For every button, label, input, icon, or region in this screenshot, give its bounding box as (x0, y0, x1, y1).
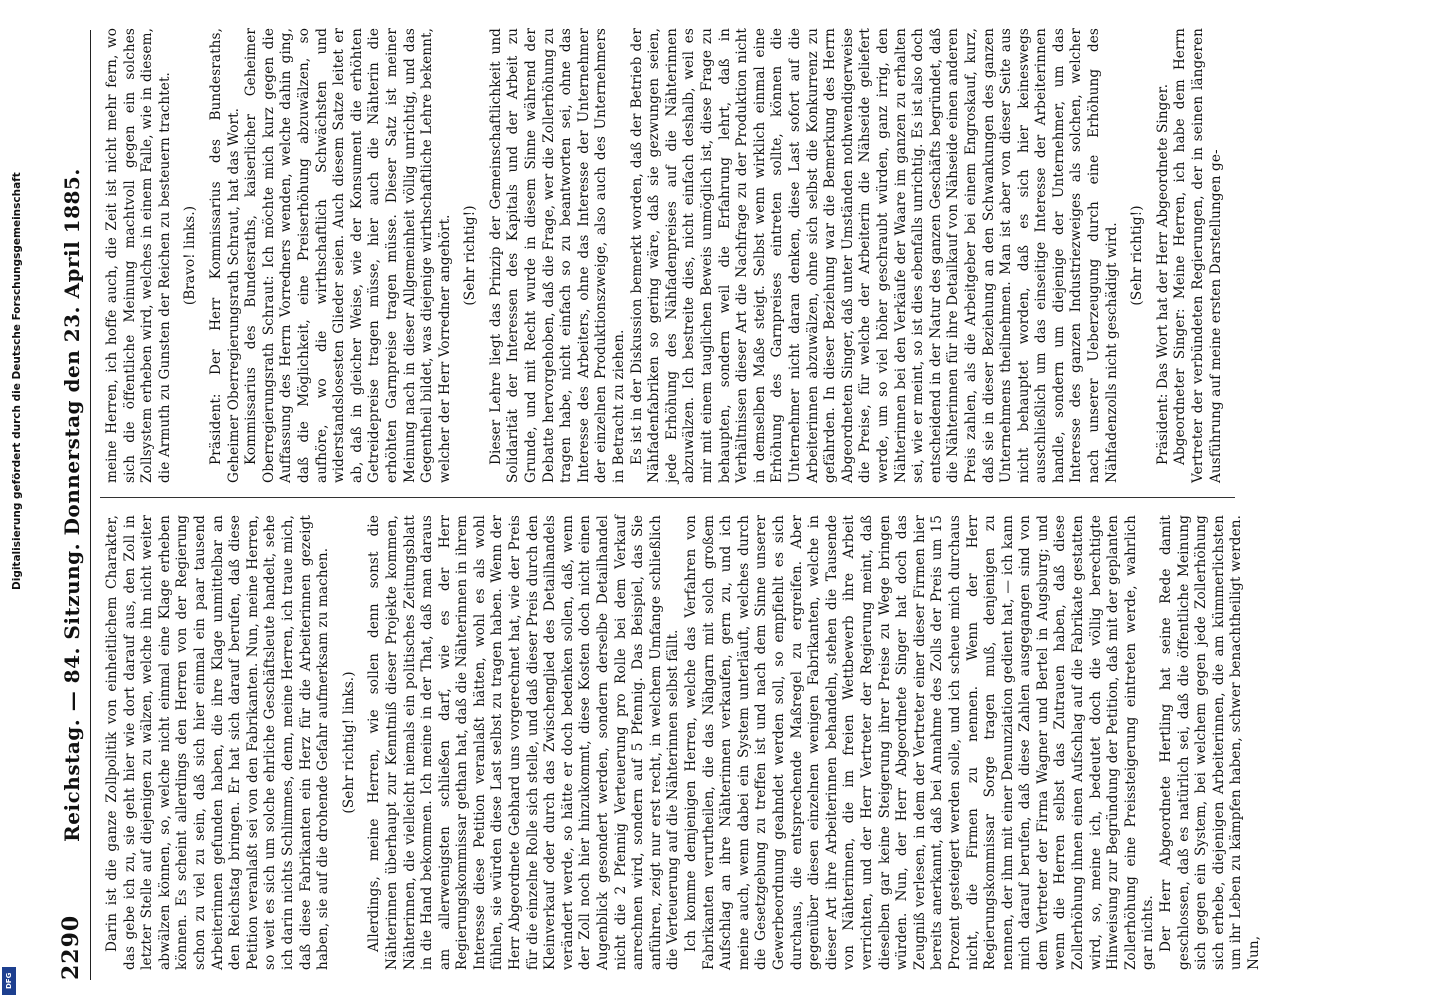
interjection: (Sehr richtig!) (462, 205, 479, 306)
column-divider (100, 497, 1235, 498)
funding-credit: Digitalisierung gefördert durch die Deutsche Forschungsgemeinschaft (11, 172, 23, 590)
page-number: 2290 (58, 914, 84, 980)
dfg-logo-icon: DFG (2, 967, 16, 995)
paragraph: Darin ist die ganze Zollpolitik von einheitlichem Charakter, das gebe ich zu, sie geht hier wie dort darauf aus, den Zoll in letzter Stelle auf diejenigen zu wälzen, welche ihn nicht weiter abwälzen können, so, welche nicht einmal eine Klage erheben können. Es scheint allerdings den Herren von der Regierung schon zu viel zu sein, daß sich hier einmal ein paar tausend Arbeiterinnen gefunden haben, die ihre Klage unmittelbar an den Reichstag bringen. Er hat sich darauf berufen, daß diese Petition veranlaßt sei von den Fabrikanten. Nun, meine Herren, so weit es sich um solche ehrliche Geschäftsleute handelt, sehe ich darin nichts Schlimmes, denn, meine Herren, ich traue mich, daß diese Fabrikanten ein Herz für die Arbeiterinnen gezeigt haben, sie auf die drohende Gefahr aufmerksam zu machen. (104, 515, 332, 970)
paragraph: Dieser Lehre liegt das Prinzip der Gemeinschaftlichkeit und Solidarität der Interessen des Kapitals und der Arbeit zu Grunde, und mit Recht wurde in diesem Sinne während der Debatte hervorgehoben, daß die Frage, wer die Zollerhöhung zu tragen habe, nicht einfach so zu beantworten sei, ohne das Interesse des Arbeiters, ohne das Interesse der Unternehmer der einzelnen Produktionszweige, also auch des Unternehmers in Betracht zu ziehen. (487, 28, 628, 483)
interjection: (Bravo! links.) (182, 205, 199, 306)
paragraph: Es ist in der Diskussion bemerkt worden, daß der Betrieb der Nähfadenfabriken so gering wäre, daß sie gezwungen seien, jede Erhöhung des Nähfadenpreises auf die Nähterinnen abzuwälzen. Ich bestreite dies, nicht einfach deshalb, weil es mir mit einem tauglichen Beweis unmöglich ist, diese Frage zu behaupten, sondern weil die Erfahrung lehrt, daß in Verhältnissen dieser Art die Nachfrage zu der Produktion nicht in demselben Maße steigt. Selbst wenn wirklich einmal eine Erhöhung des Garnpreises eintreten sollte, können die Unternehmer nicht daran denken, diese Last sofort auf die Arbeiterinnen abzuwälzen, ohne sich selbst die Konkurrenz zu gefährden. In dieser Beziehung war die Bemerkung des Herrn Abgeordneten Singer, daß unter Umständen nothwendigerweise die Preise, für welche der Arbeiterin die Nähseide geliefert werde, um so viel höher geschraubt würden, ganz irrig, den Nähterinnen bei den Verkäufe der Waare im ganzen zu erhalten sei, wie er meint, so ist dies ebenfalls unrichtig. Es ist also doch entscheidend in der Natur des ganzen Geschäfts begründet, daß die Nähterinnen für ihre Detailkauf von Nähseide einen anderen Preis zahlen, als die Arbeitgeber bei einem Engroskauf, kurz, daß sie in dieser Beziehung an den Schwankungen des ganzen Unternehmens theilnehmen. Man ist aber von dieser Seite aus nicht behauptet worden, daß es sich hier keineswegs ausschließlich um das einseitige Interesse der Arbeiterinnen handle, sondern um diejenige der Unternehmer, um das Interesse des ganzen Industriezweiges als solchen, welcher nach unserer Ueberzeugung durch eine Erhöhung des Nähfadenzolls nicht geschädigt wird. (628, 28, 1120, 483)
paragraph: Kommissarius des Bundesraths, kaiserlicher Geheimer Oberregierungsrath Schraut: Ich möchte mich kurz gegen die Auffassung des Herrn Vorredners wenden, welche dahin ging, daß die Möglichkeit, eine Preiserhöhung abzuwälzen, so aufhöre, wo die wirthschaftlich Schwächsten und widerstandslosesten Glieder seien. Auch diesem Satze leitet er ab, daß in gleicher Weise, wie der Konsument die erhöhten Getreidepreise tragen müsse, hier auch die Nähterin die erhöhten Garnpreise tragen müsse. Dieser Satz ist meiner Meinung nach in dieser Allgemeinheit völlig unrichtig, und das Gegentheil bildet, was diejenige wirthschaftliche Lehre bekennt, welcher der Herr Vorredner angehört. (243, 28, 453, 483)
left-column (104, 515, 1262, 970)
running-title: Reichstag. — 84. Sitzung. Donnerstag den 23. April 1885. (60, 168, 84, 842)
paragraph: Ich komme demjenigen Herren, welche das Verfahren von Fabrikanten verurtheilen, die das Nähgarn mit solch großem Aufschlag an ihre Nähterinnen verkaufen, gern zu, und ich meine auch, wenn dabei ein System unterläuft, welches durch die Gesetzgebung zu treffen ist und nach dem Sinne unserer Gewerbeordnung geahndet werden soll, so empfiehlt es sich durchaus, die entsprechende Maßregel zu ergreifen. Aber gegenüber diesen einzelnen wenigen Fabrikanten, welche in dieser Art ihre Arbeiterinnen behandeln, stehen die Tausende von Nähterinnen, die im freien Wettbewerb ihre Arbeit verrichten, und der Herr Vertreter der Regierung meint, daß dieselben gar keine Steigerung ihrer Preise zu Wege bringen würden. Nun, der Herr Abgeordnete Singer hat doch das Zeugniß verlesen, in dem der Vertreter einer dieser Firmen hier bereits anerkannt, daß bei Annahme des Zolls der Preis um 15 Prozent gesteigert werden solle, und ich scheue mich durchaus nicht, die Firmen zu nennen. Wenn der Herr Regierungskommissar Sorge tragen muß, denjenigen zu nennen, der ihm mit einer Denunziation gedient hat, — ich kann mich darauf berufen, daß diese Zahlen ausgegangen sind von dem Vertreter der Firma Wagner und Bertel in Augsburg; und wenn die Herren selbst das Zutrauen haben, daß diese Zollerhöhung ihnen einen Aufschlag auf die Fabrikate gestatten wird, so, meine ich, bedeutet doch die völlig berechtigte Hinweisung zur Begründung der Petition, daß mit der geplanten Zollerhöhung eine Preissteigerung eintreten werde, wahrlich gar nichts. (683, 515, 1157, 970)
paragraph: Präsident: Der Herr Kommissarius des Bundesraths, Geheimer Oberregierungsrath Schraut, hat das Wort. (207, 28, 242, 483)
page-header (50, 30, 91, 980)
right-column (104, 28, 1224, 483)
paragraph: Abgeordneter Singer: Meine Herren, ich habe dem Herrn Vertreter der verbündeten Regierungen, der in seinen längeren Ausführung auf meine ersten Darstellungen ge- (1172, 28, 1224, 483)
paragraph: meine Herren, ich hoffe auch, die Zeit ist nicht mehr fern, wo sich die öffentliche Meinung machtvoll gegen ein solches Zollsystem erheben wird, welches in einem Falle, wie in diesem, die Armuth zu Gunsten der Reichen zu besteuern trachtet. (104, 28, 173, 483)
paragraph: Präsident: Das Wort hat der Herr Abgeordnete Singer. (1154, 83, 1171, 465)
footer-strip (0, 0, 23, 1000)
interjection: (Sehr richtig!) (1129, 205, 1146, 306)
paragraph: Der Herr Abgeordnete Hertling hat seine Rede damit geschlossen, daß es natürlich sei, daß die öffentliche Meinung sich gegen ein System, bei welchem gegen jede Zollerhöhung sich erhebe, diejenigen Arbeiterinnen, die am kümmerlichsten um ihr Leben zu kämpfen haben, schwer benachtheiligt werden. Nun, (1158, 515, 1262, 970)
paragraph: Allerdings, meine Herren, wie sollen denn sonst die Nähterinnen überhaupt zur Kenntniß dieser Projekte kommen, Nähterinnen, die vielleicht niemals ein politisches Zeitungsblatt in die Hand bekommen. Ich meine in der That, daß man daraus am allerwenigsten schließen darf, wie es der Herr Regierungskommissar gethan hat, daß die Nähterinnen in ihrem Interesse diese Petition veranlaßt hätten, wohl es als wohl fühlen, sie würden diese Last selbst zu tragen haben. Wenn der Herr Abgeordnete Gebhard uns vorgerechnet hat, wie der Preis für die einzelne Rolle sich stelle, und daß dieser Preis durch den Kleinverkauf oder durch das Zwischenglied des Detailhandels verändert werde, so hätte er doch bedenken sollen, daß, wenn der Zoll noch hier hinzukommt, diese Kosten doch nicht einen Augenblick gesondert werden, sondern derselbe Detailhandel nicht die 2 Pfennig Verteuerung pro Rolle bei dem Verkauf anrechnen wird, sondern auf 5 Pfennig. Das Beispiel, das Sie anführen, zeigt nur erst recht, in welchem Umfange schließlich die Verteuerung auf die Nähterinnen selbst fällt. (366, 515, 682, 970)
interjection: (Sehr richtig! links.) (340, 671, 357, 814)
